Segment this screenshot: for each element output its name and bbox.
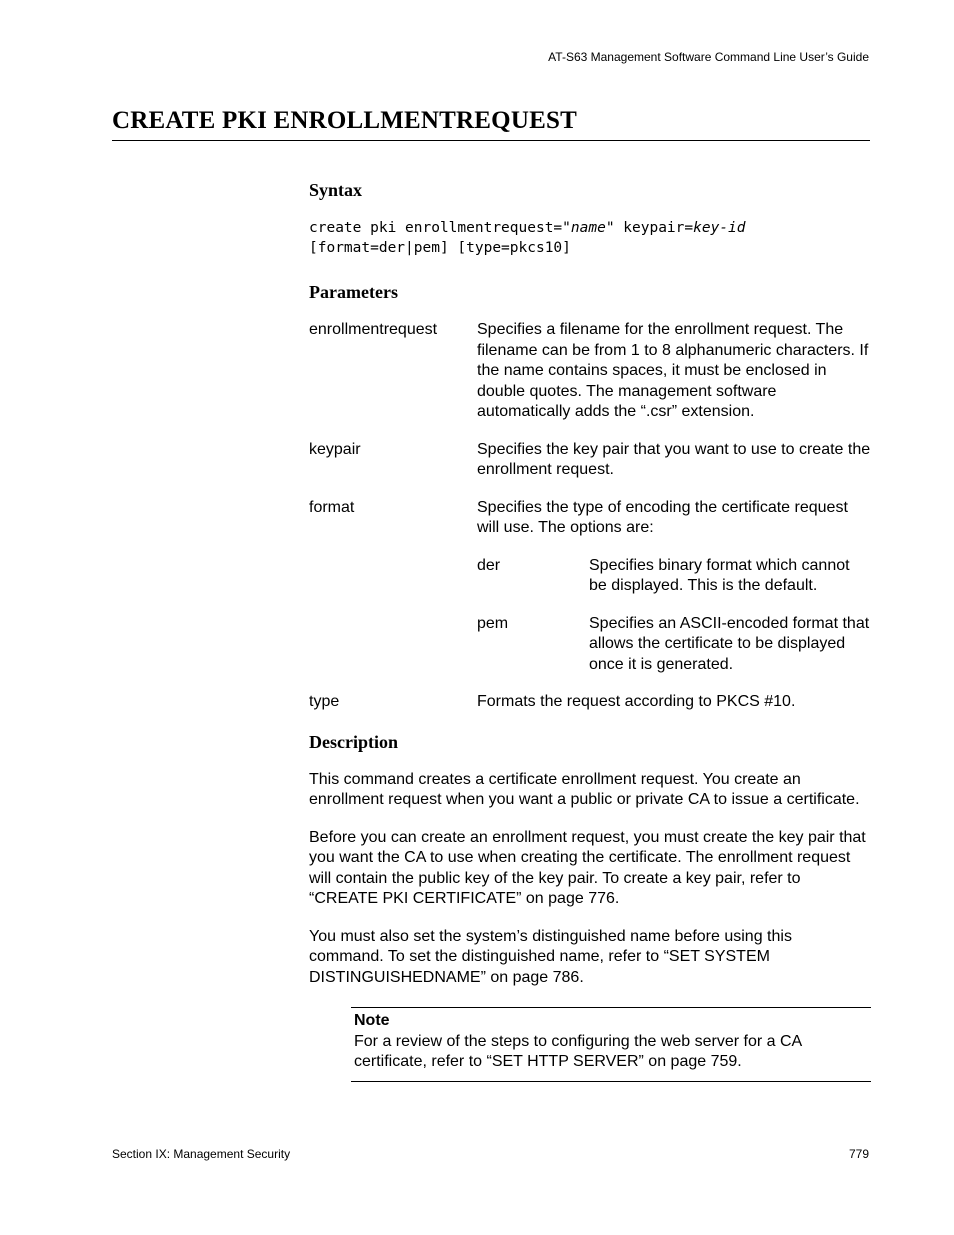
param-desc: Specifies a filename for the enrollment request. The filename can be from 1 to 8 alphanumeric characters. If the name contains spaces, it must be enclosed in double quotes. The management software automatically adds the “.csr” extension. bbox=[477, 321, 869, 420]
param-row-enrollmentrequest bbox=[309, 320, 871, 423]
running-header: AT-S63 Management Software Command Line User’s Guide bbox=[548, 50, 869, 64]
option-row-pem bbox=[477, 614, 871, 676]
syntax-key-arg: key-id bbox=[693, 220, 746, 236]
description-paragraph: This command creates a certificate enrollment request. You create an enrollment request when you want a public or private CA to issue a certificate. bbox=[309, 770, 860, 808]
description-paragraph: You must also set the system’s distinguished name before using this command. To set the distinguished name, refer to “SET SYSTEM DISTINGUISHEDNAME” on page 786. bbox=[309, 927, 792, 986]
note-title: Note bbox=[354, 1012, 390, 1029]
syntax-name-arg: name bbox=[570, 220, 606, 236]
main-content bbox=[309, 178, 871, 1082]
option-desc: Specifies binary format which cannot be displayed. This is the default. bbox=[589, 556, 850, 594]
syntax-line-1 bbox=[309, 218, 871, 238]
option-row-der bbox=[477, 556, 871, 597]
page-title: CREATE PKI ENROLLMENTREQUEST bbox=[112, 107, 577, 134]
param-row-type bbox=[309, 692, 871, 713]
param-name: enrollmentrequest bbox=[309, 321, 438, 338]
note-text: For a review of the steps to configuring the web server for a CA certificate, refer to “SET HTTP SERVER” on page 759. bbox=[354, 1032, 802, 1070]
param-name: keypair bbox=[309, 440, 361, 458]
parameters-heading: Parameters bbox=[309, 282, 398, 302]
title-rule bbox=[112, 140, 870, 141]
option-name: pem bbox=[477, 614, 509, 632]
param-name: format bbox=[309, 498, 355, 516]
syntax-block bbox=[309, 218, 871, 258]
syntax-heading: Syntax bbox=[309, 180, 363, 200]
param-desc: Specifies the type of encoding the certificate request will use. The options are: bbox=[477, 498, 848, 536]
option-desc: Specifies an ASCII-encoded format that allows the certificate to be displayed once it is generated. bbox=[589, 614, 870, 673]
description-heading: Description bbox=[309, 731, 398, 752]
note-box bbox=[351, 1007, 871, 1082]
footer-page-number: 779 bbox=[848, 1147, 869, 1161]
syntax-text: " keypair= bbox=[605, 220, 694, 236]
description-paragraph: Before you can create an enrollment request, you must create the key pair that you want the CA to use when creating the certificate. The enrollment request will contain the public key of the key pair. To create a key pair, refer to “CREATE PKI CERTIFICATE” on page 776. bbox=[309, 828, 866, 907]
param-desc-format bbox=[477, 498, 871, 676]
footer-section: Section IX: Management Security bbox=[112, 1147, 291, 1161]
param-row-format bbox=[309, 498, 871, 676]
param-desc: Specifies the key pair that you want to use to create the enrollment request. bbox=[477, 440, 871, 478]
param-row-keypair bbox=[309, 440, 871, 481]
param-name: type bbox=[309, 693, 340, 710]
syntax-line-2: [format=der|pem] [type=pkcs10] bbox=[309, 240, 571, 256]
option-name: der bbox=[477, 556, 501, 574]
syntax-text: create pki enrollmentrequest=" bbox=[309, 220, 571, 236]
param-desc: Formats the request according to PKCS #10. bbox=[477, 693, 796, 710]
